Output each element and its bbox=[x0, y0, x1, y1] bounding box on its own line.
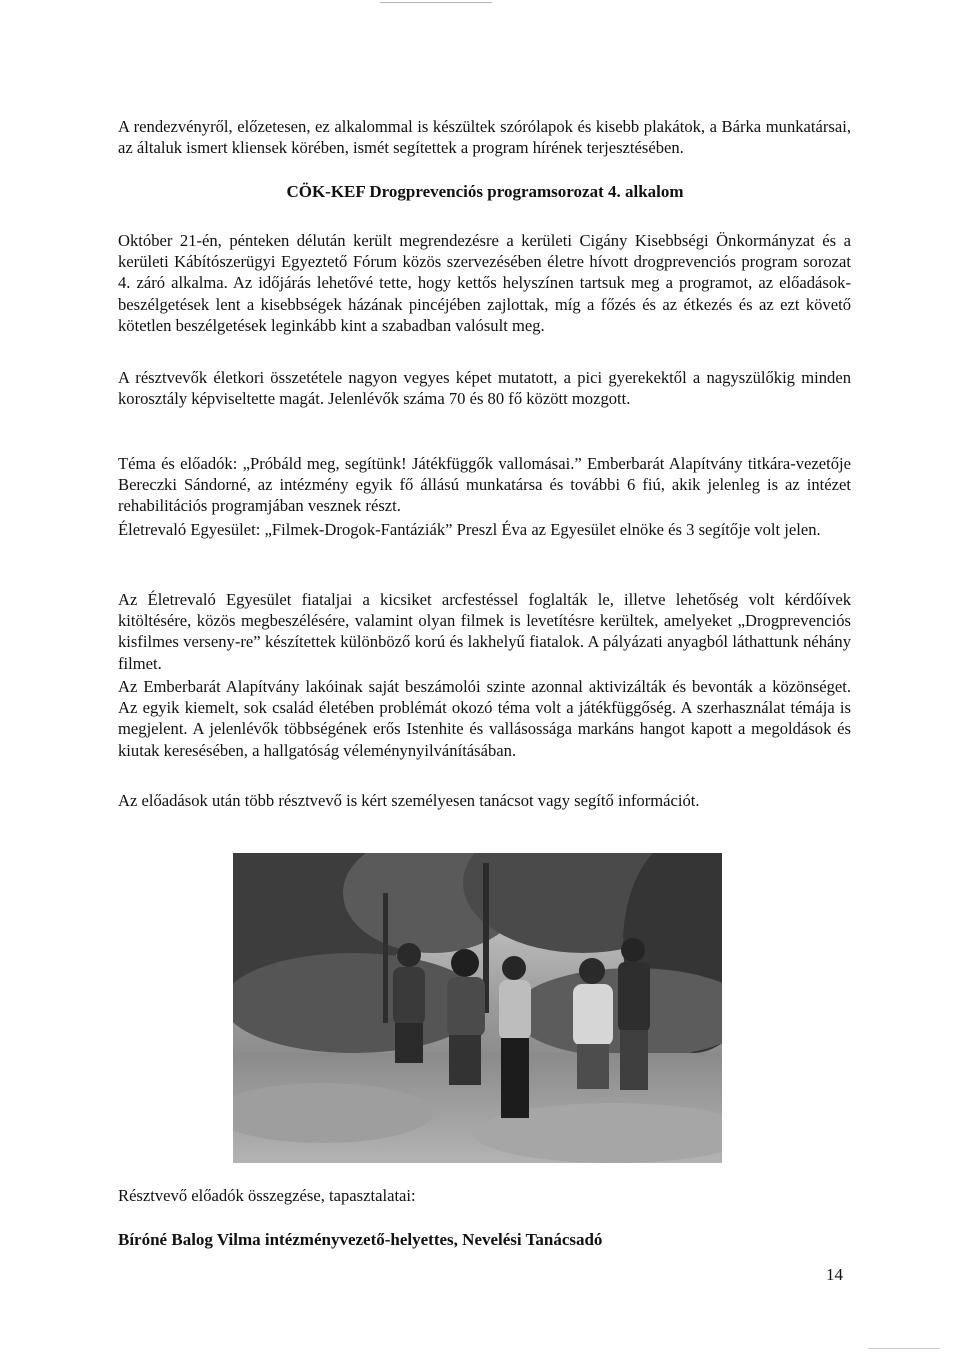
paragraph-6: Az Emberbarát Alapítvány lakóinak saját beszámolói szinte azonnal aktivizálták és bevonták a közönséget. Az egyik kiemelt, sok család életében problémát okozó téma volt a játékfüggőség. A szerhasználat témája is megjelent. A jelenlévők többségének erős Istenhite és vallásossága markáns hangot kapott a megoldások és kiutak keresésében, a hallgatóság véleménynyilvánításában. bbox=[118, 677, 851, 760]
paragraph-1-sentence-2: Az időjárás lehetővé tette, hogy kettős helyszínen tartsuk meg a programot, az előadások-beszélgetések lent a kisebbségek házának pincéjében zajlottak, míg a főzés és az étkezés és az ezt követő kötetlen beszélgetések leginkább kint a szabadban valósult meg. bbox=[118, 273, 851, 335]
intro-paragraph: A rendezvényről, előzetesen, ez alkalommal is készültek szórólapok és kisebb plakátok, a Bárka munkatársai, az általuk ismert kliensek körében, ismét segítettek a program hírének terjesztésében. bbox=[118, 117, 851, 158]
paragraph-5: Az Életrevaló Egyesület fiataljai a kicsiket arcfestéssel foglalták le, illetve lehetőség volt kérdőívek kitöltésére, közös megbeszélésére, valamint olyan filmek is levetítésre kerültek, amelyeket „Drogprevenciós kisfilmes verseny-re” készítettek különböző korú és lakhelyű fiatalok. A pályázati anyagból láthattunk néhány filmet. bbox=[118, 590, 851, 673]
scan-artifact-top bbox=[380, 2, 492, 3]
paragraph-3: Téma és előadók: „Próbáld meg, segítünk! Játékfüggők vallomásai.” Emberbarát Alapítvány titkára-vezetője Bereczki Sándorné, az intézmény egyik fő állású munkatársa és további 6 fiú, akik jelenleg is az intézet rehabilitációs programjában vesznek részt. bbox=[118, 454, 851, 516]
summary-caption: Résztvevő előadók összegzése, tapasztalatai: bbox=[118, 1186, 416, 1205]
page-number: 14 bbox=[826, 1265, 843, 1284]
presenter-name: Bíróné Balog Vilma intézményvezető-helyettes, Nevelési Tanácsadó bbox=[118, 1230, 603, 1249]
group-photo bbox=[233, 853, 722, 1163]
paragraph-7: Az előadások után több résztvevő is kért személyesen tanácsot vagy segítő információt. bbox=[118, 791, 700, 810]
paragraph-1 bbox=[118, 230, 851, 336]
paragraph-4: Életrevaló Egyesület: „Filmek-Drogok-Fantáziák” Preszl Éva az Egyesület elnöke és 3 segítője volt jelen. bbox=[118, 520, 821, 539]
paragraph-2: A résztvevők életkori összetétele nagyon vegyes képet mutatott, a pici gyerekektől a nagyszülőkig minden korosztály képviseltette magát. Jelenlévők száma 70 és 80 fő között mozgott. bbox=[118, 368, 851, 409]
section-heading: CÖK-KEF Drogprevenciós programsorozat 4. alkalom bbox=[286, 182, 684, 201]
paragraph-1-sentence-1: Október 21-én, pénteken délután került megrendezésre a kerületi Cigány Kisebbségi Önkormányzat és a kerületi Kábítószerügyi Egyeztető Fórum közös szervezésében életre hívott drogprevenciós program sorozat 4. záró alkalma. bbox=[118, 231, 851, 293]
scan-artifact-bottom bbox=[868, 1348, 940, 1349]
